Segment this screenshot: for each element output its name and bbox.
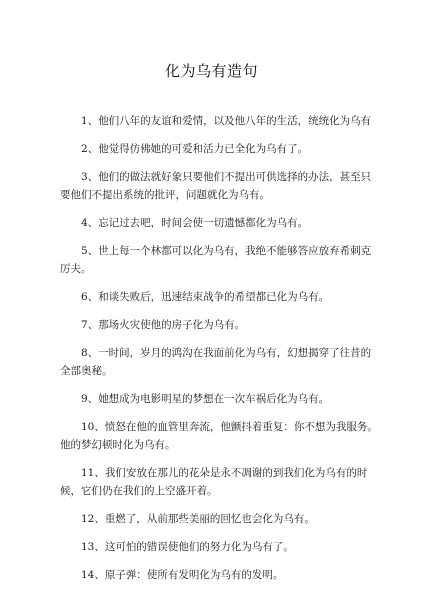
item-number: 11 bbox=[81, 467, 95, 479]
item-separator: 、 bbox=[87, 217, 99, 229]
item-number: 12 bbox=[81, 513, 95, 525]
item-separator: 、 bbox=[94, 569, 105, 581]
item-text: 一时间，岁月的鸿沟在我面前化为乌有，幻想揭穿了往昔的全部奥秘。 bbox=[60, 347, 372, 377]
item-number: 8 bbox=[81, 347, 88, 359]
item-text: 他觉得仿佛她的可爱和活力已全化为乌有了。 bbox=[98, 143, 309, 155]
item-separator: 、 bbox=[87, 347, 99, 359]
list-item bbox=[60, 288, 380, 306]
list-item bbox=[60, 418, 380, 454]
list-item bbox=[60, 566, 380, 584]
item-separator: 、 bbox=[94, 541, 105, 553]
item-text: 原子弹：使所有发明化为乌有的发明。 bbox=[104, 569, 284, 581]
list-item bbox=[60, 168, 380, 204]
list-item bbox=[60, 242, 380, 278]
item-separator: 、 bbox=[87, 143, 99, 155]
item-separator: 、 bbox=[87, 115, 99, 127]
item-text: 重燃了，从前那些美丽的回忆也会化为乌有。 bbox=[104, 513, 315, 525]
list-item bbox=[60, 538, 380, 556]
item-separator: 、 bbox=[87, 171, 99, 183]
sentence-list bbox=[60, 112, 380, 594]
list-item bbox=[60, 344, 380, 380]
item-separator: 、 bbox=[87, 393, 99, 405]
page-title: 化为乌有造句 bbox=[164, 62, 258, 80]
list-item bbox=[60, 510, 380, 528]
item-text: 忘记过去吧，时间会使一切遗憾都化为乌有。 bbox=[98, 217, 309, 229]
item-text: 世上每一个林都可以化为乌有，我绝不能够答应放弃希刺克厉夫。 bbox=[60, 245, 372, 275]
item-text: 那场火灾使他的房子化为乌有。 bbox=[98, 319, 246, 331]
item-text: 他们的做法就好象只要他们不提出可供选择的办法，甚至只要他们不提出系统的批评，问题就化为乌有。 bbox=[60, 171, 372, 201]
item-text: 他们八年的友谊和爱情，以及他八年的生活，统统化为乌有 bbox=[98, 115, 372, 127]
item-number: 5 bbox=[81, 245, 88, 257]
list-item bbox=[60, 140, 380, 158]
list-item bbox=[60, 316, 380, 334]
item-number: 6 bbox=[81, 291, 88, 303]
item-number: 14 bbox=[81, 569, 95, 581]
item-text: 愤怒在他的血管里奔流，他颤抖着重复：你不想为我服务。他的梦幻顿时化为乌有。 bbox=[60, 421, 378, 451]
item-separator: 、 bbox=[94, 467, 105, 479]
item-separator: 、 bbox=[87, 291, 99, 303]
item-text: 这可怕的错误使他们的努力化为乌有了。 bbox=[104, 541, 294, 553]
item-number: 7 bbox=[81, 319, 88, 331]
list-item bbox=[60, 464, 380, 500]
item-text: 她想成为电影明星的梦想在一次车祸后化为乌有。 bbox=[98, 393, 330, 405]
item-text: 我们安放在那儿的花朵是永不凋谢的到我们化为乌有的时候，它们仍在我们的上空盛开着。 bbox=[60, 467, 368, 497]
item-text: 和谈失败后，迅速结束战争的希望都已化为乌有。 bbox=[98, 291, 330, 303]
item-separator: 、 bbox=[87, 319, 99, 331]
item-separator: 、 bbox=[94, 513, 105, 525]
item-number: 13 bbox=[81, 541, 95, 553]
list-item bbox=[60, 112, 380, 130]
item-number: 2 bbox=[81, 143, 88, 155]
item-number: 4 bbox=[81, 217, 88, 229]
list-item bbox=[60, 214, 380, 232]
item-separator: 、 bbox=[87, 245, 99, 257]
item-number: 3 bbox=[81, 171, 88, 183]
item-number: 9 bbox=[81, 393, 88, 405]
list-item bbox=[60, 390, 380, 408]
item-number: 10 bbox=[81, 421, 95, 433]
item-number: 1 bbox=[81, 115, 88, 127]
item-separator: 、 bbox=[94, 421, 105, 433]
